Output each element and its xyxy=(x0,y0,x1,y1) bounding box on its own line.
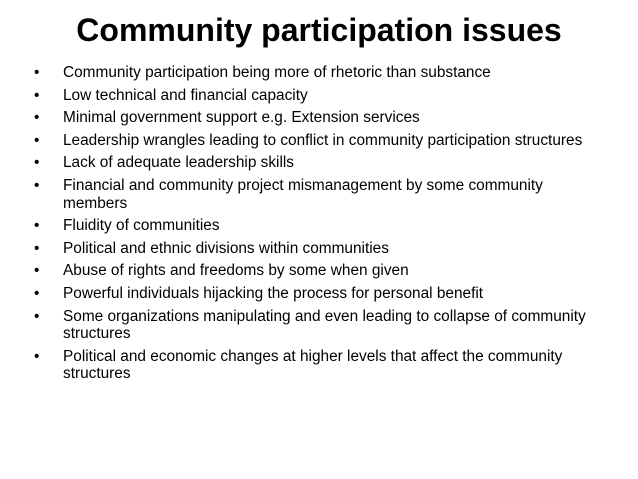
bullet-icon: • xyxy=(34,176,40,194)
bullet-icon: • xyxy=(34,154,40,172)
bullet-icon: • xyxy=(34,284,40,302)
bullet-item xyxy=(34,262,604,280)
bullet-icon: • xyxy=(34,307,40,325)
bullet-icon: • xyxy=(34,217,40,235)
bullet-text: Powerful individuals hijacking the process for personal benefit xyxy=(63,284,484,302)
bullet-icon: • xyxy=(34,131,40,149)
bullet-text: Abuse of rights and freedoms by some when given xyxy=(63,262,409,280)
bullet-icon: • xyxy=(34,64,40,81)
bullet-icon: • xyxy=(34,239,40,257)
bullet-text: Lack of adequate leadership skills xyxy=(63,154,295,172)
bullet-list xyxy=(34,64,604,388)
bullet-text: Minimal government support e.g. Extension services xyxy=(63,109,420,127)
bullet-text: Low technical and financial capacity xyxy=(63,86,308,104)
bullet-item xyxy=(34,217,604,235)
bullet-text: Fluidity of communities xyxy=(63,217,220,235)
bullet-text: Community participation being more of rhetoric than substance xyxy=(63,64,491,81)
bullet-icon: • xyxy=(34,262,40,280)
bullet-icon: • xyxy=(34,109,40,127)
bullet-item xyxy=(34,348,604,383)
bullet-item xyxy=(34,109,604,127)
bullet-item xyxy=(34,177,604,212)
bullet-item xyxy=(34,64,604,82)
bullet-item xyxy=(34,87,604,105)
bullet-text: Some organizations manipulating and even leading to collapse of community structures xyxy=(63,307,586,343)
bullet-item xyxy=(34,308,604,343)
slide-title: Community participation issues xyxy=(76,12,562,48)
bullet-item xyxy=(34,285,604,303)
bullet-item xyxy=(34,154,604,172)
bullet-icon: • xyxy=(34,347,40,365)
bullet-item xyxy=(34,240,604,258)
bullet-icon: • xyxy=(34,86,40,104)
bullet-text: Political and economic changes at higher levels that affect the community structures xyxy=(63,347,563,383)
bullet-text: Political and ethnic divisions within communities xyxy=(63,239,389,257)
bullet-text: Leadership wrangles leading to conflict in community participation structures xyxy=(63,131,583,149)
bullet-text: Financial and community project mismanagement by some community members xyxy=(63,176,543,212)
bullet-item xyxy=(34,132,604,150)
